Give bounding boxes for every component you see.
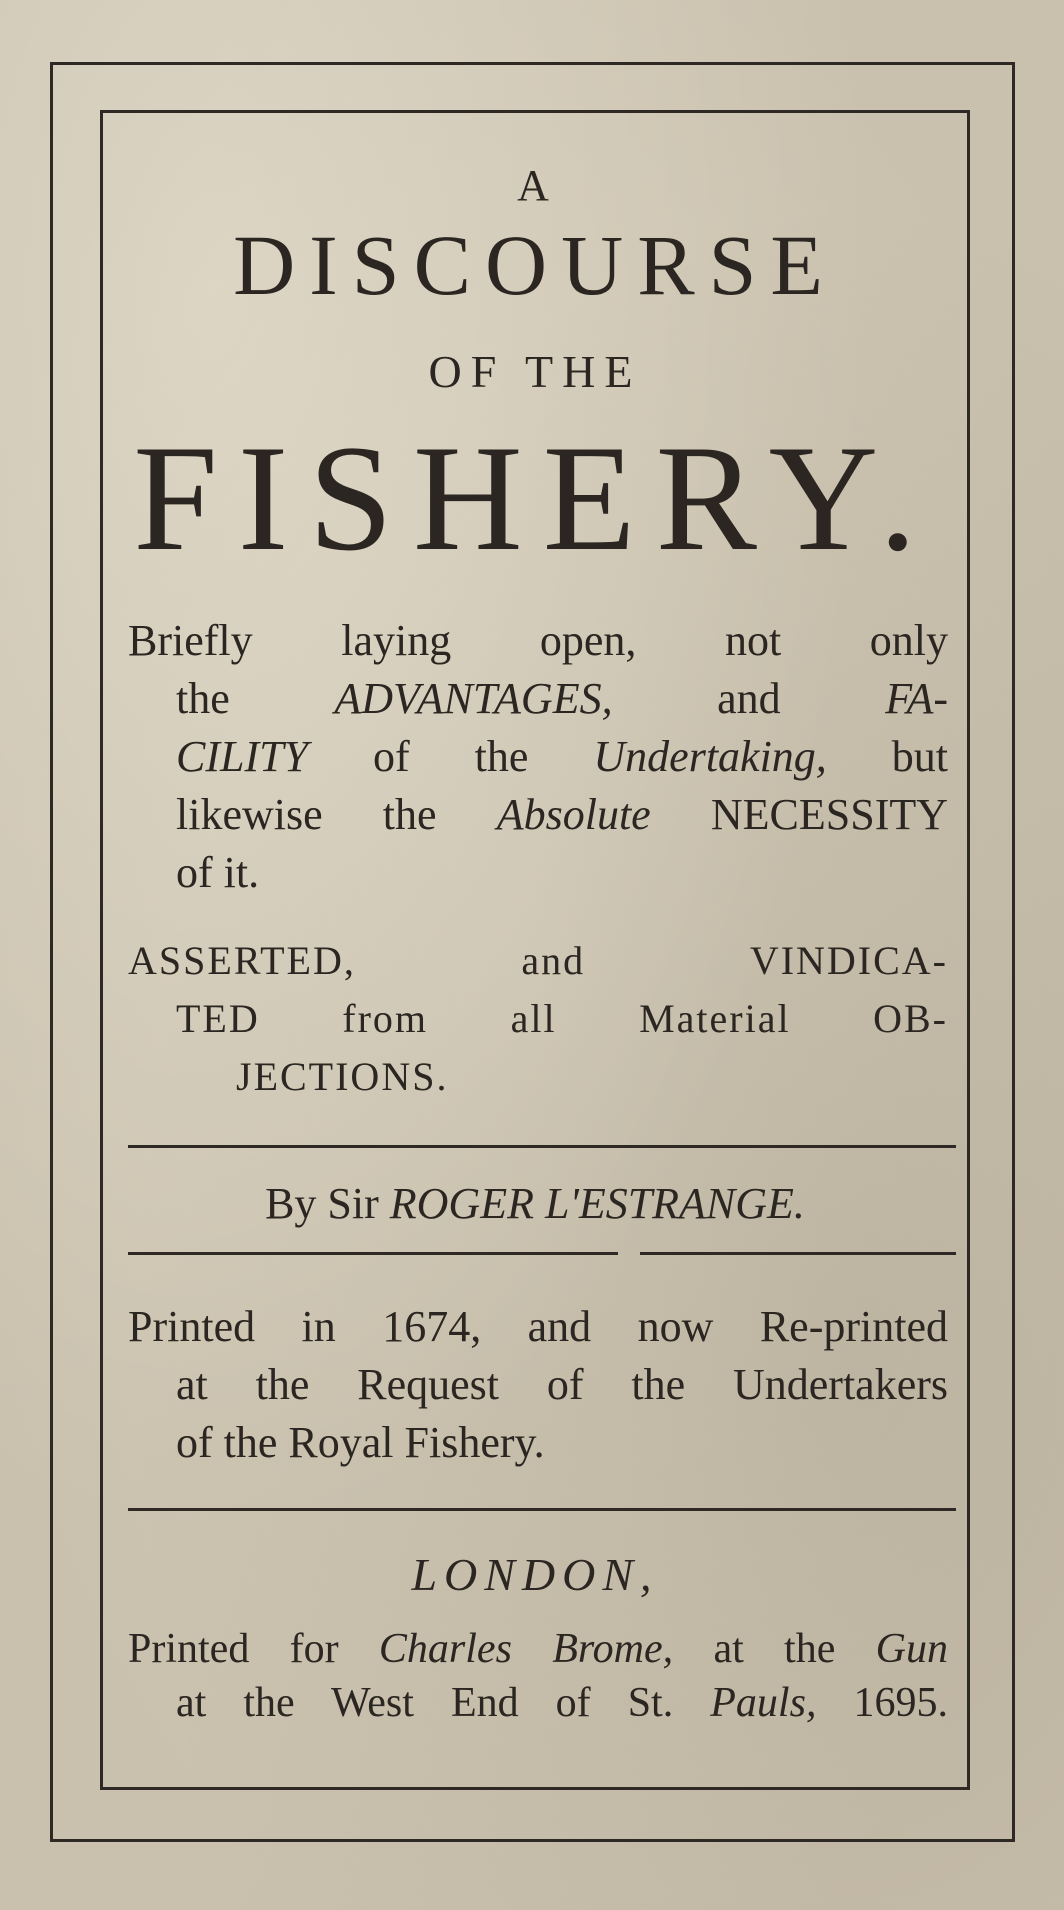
asserted-line-2: TED from all Material OB- bbox=[176, 996, 948, 1041]
printed-note-line-1: Printed in 1674, and now Re-printed bbox=[128, 1302, 948, 1351]
imprint-text: 1695. bbox=[816, 1680, 949, 1726]
title-line-of-the: OF THE bbox=[428, 346, 642, 397]
imprint-text: Printed for bbox=[128, 1626, 379, 1672]
printed-note-block bbox=[128, 1298, 948, 1472]
divider-rule bbox=[640, 1252, 956, 1255]
description-text: likewise the bbox=[176, 790, 497, 839]
description-line-1: Briefly laying open, not only bbox=[128, 616, 948, 665]
imprint-italic: Pauls, bbox=[710, 1680, 817, 1726]
description-text: NECESSITY bbox=[650, 790, 948, 839]
description-text: the bbox=[176, 674, 335, 723]
divider-rule bbox=[128, 1252, 618, 1255]
description-line-3 bbox=[128, 728, 948, 786]
author-line bbox=[100, 1178, 970, 1229]
description-italic: ADVANTAGES, bbox=[334, 674, 613, 723]
imprint-block bbox=[128, 1622, 948, 1730]
imprint-line-1 bbox=[128, 1622, 948, 1676]
title-line-discourse: DISCOURSE bbox=[233, 217, 837, 313]
imprint-text: at the bbox=[673, 1626, 876, 1672]
description-text: of the bbox=[308, 732, 594, 781]
imprint-text: at the West End of St. bbox=[176, 1680, 711, 1726]
asserted-line-3: JECTIONS. bbox=[236, 1054, 449, 1099]
description-italic: FA- bbox=[885, 674, 948, 723]
description-text: but bbox=[826, 732, 948, 781]
imprint-italic: Gun bbox=[875, 1626, 949, 1672]
description-italic: Undertaking, bbox=[593, 732, 827, 781]
description-italic: Absolute bbox=[496, 790, 651, 839]
description-block bbox=[128, 612, 948, 902]
asserted-block bbox=[128, 932, 948, 1106]
author-prefix: By Sir bbox=[265, 1179, 390, 1228]
description-line-5: of it. bbox=[176, 848, 260, 897]
author-name: ROGER L'ESTRANGE. bbox=[389, 1179, 805, 1228]
divider-rule bbox=[128, 1508, 956, 1511]
description-italic: CILITY bbox=[176, 732, 309, 781]
title-line-a: A bbox=[517, 161, 553, 210]
description-line-2 bbox=[128, 670, 948, 728]
description-text: and bbox=[612, 674, 886, 723]
asserted-line-1: ASSERTED, and VINDICA- bbox=[128, 938, 948, 983]
printed-note-line-3: of the Royal Fishery. bbox=[176, 1418, 545, 1467]
description-line-4 bbox=[128, 786, 948, 844]
imprint-city: LONDON, bbox=[411, 1549, 659, 1600]
imprint-line-2 bbox=[128, 1676, 948, 1730]
title-line-fishery: FISHERY. bbox=[133, 414, 937, 582]
imprint-italic: Charles Brome, bbox=[378, 1626, 674, 1672]
divider-rule bbox=[128, 1145, 956, 1148]
printed-note-line-2: at the Request of the Undertakers bbox=[176, 1360, 948, 1409]
